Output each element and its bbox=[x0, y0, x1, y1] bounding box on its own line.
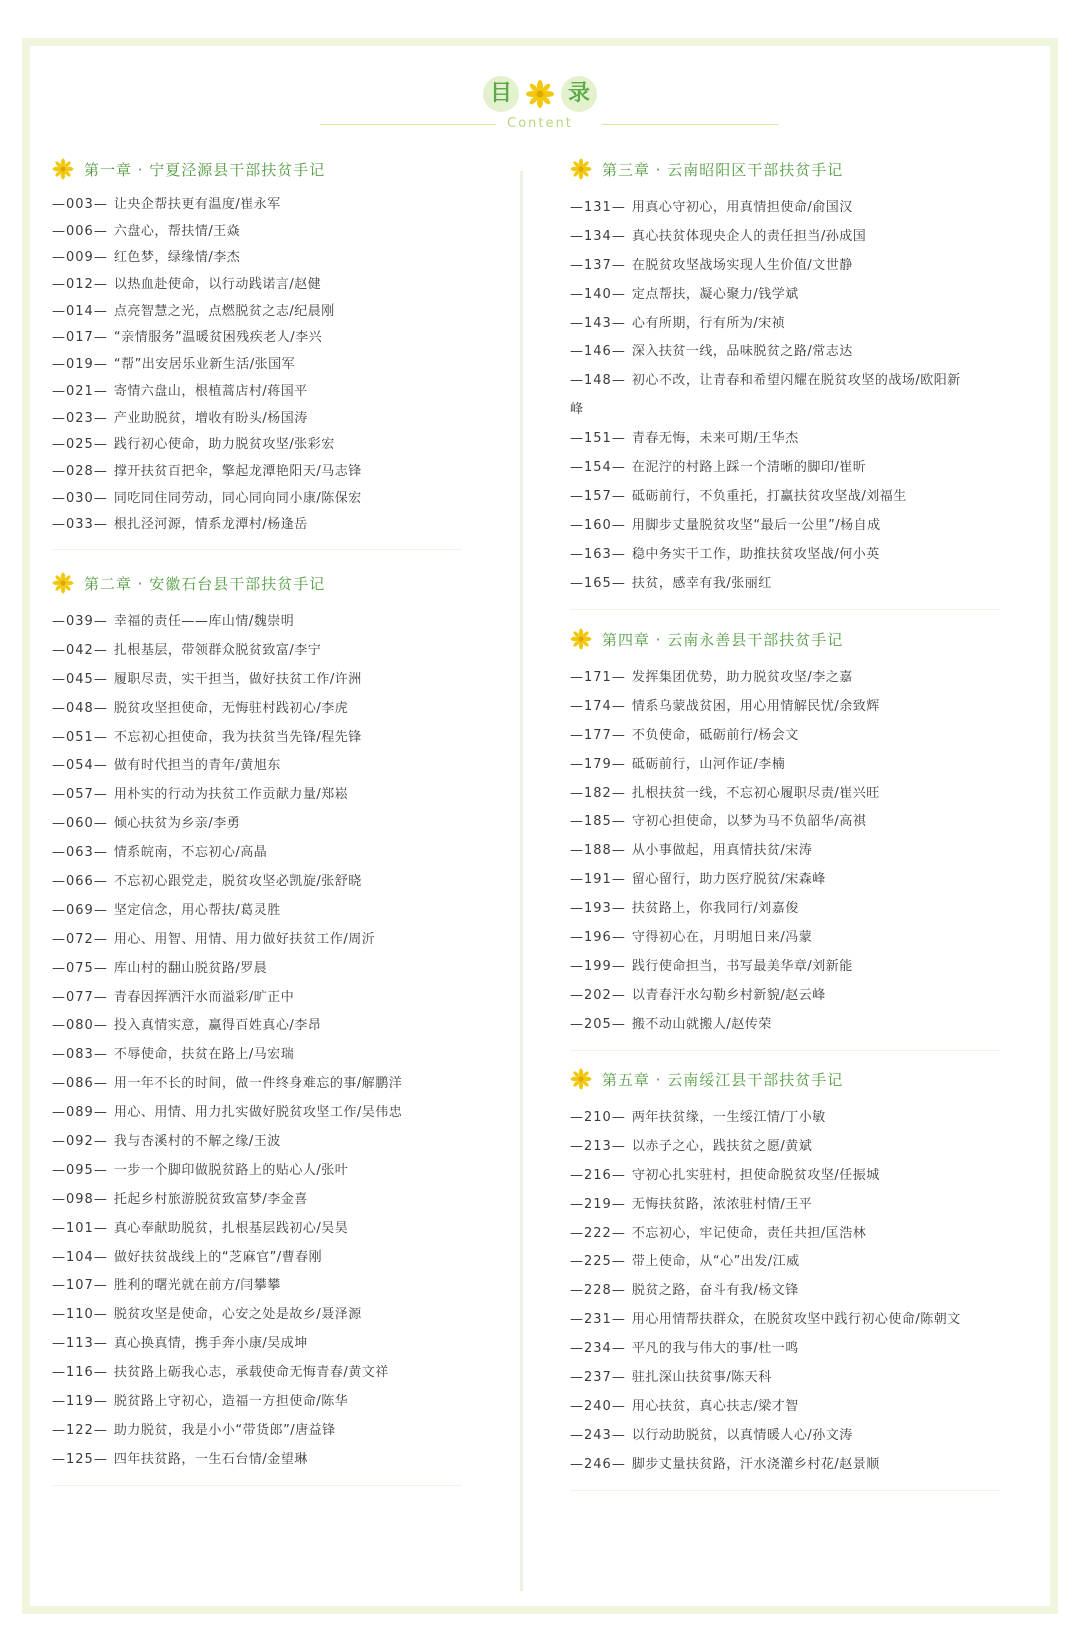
toc-entry[interactable] bbox=[570, 1220, 1030, 1249]
toc-entry[interactable] bbox=[52, 432, 492, 459]
toc-entry[interactable] bbox=[52, 926, 492, 955]
toc-entry[interactable] bbox=[52, 1070, 492, 1099]
flower-icon bbox=[570, 628, 592, 650]
entry-title: 用一年不长的时间，做一件终身难忘的事/解鹏洋 bbox=[113, 1076, 403, 1092]
entry-title: 不忘初心担使命，我为扶贫当先锋/程先锋 bbox=[113, 729, 362, 745]
toc-entry[interactable] bbox=[52, 1446, 492, 1475]
page-number: —003— bbox=[52, 197, 108, 212]
subtitle-row bbox=[30, 116, 1050, 132]
toc-entry[interactable] bbox=[52, 512, 492, 539]
entry-title: 扶贫，感幸有我/张丽红 bbox=[631, 575, 772, 591]
subtitle-line-right bbox=[602, 124, 778, 125]
toc-entry[interactable] bbox=[52, 219, 492, 246]
toc-entry[interactable] bbox=[52, 868, 492, 897]
page-number: —039— bbox=[52, 614, 108, 629]
toc-entry[interactable] bbox=[570, 1248, 1030, 1277]
toc-entry[interactable] bbox=[52, 459, 492, 486]
chapter-separator bbox=[570, 1490, 1000, 1491]
page-number: —188— bbox=[570, 843, 626, 859]
entry-title: 用心、用情、用力扎实做好脱贫攻坚工作/吴伟忠 bbox=[113, 1105, 403, 1121]
toc-entry[interactable] bbox=[570, 924, 1030, 953]
entry-title: 用心用情帮扶群众，在脱贫攻坚中践行初心使命/陈朝文 bbox=[631, 1312, 961, 1328]
entry-title: 不辱使命，扶贫在路上/马宏瑞 bbox=[113, 1047, 295, 1063]
toc-entry[interactable] bbox=[52, 984, 492, 1013]
toc-entry[interactable] bbox=[52, 897, 492, 926]
entry-title: 无悔扶贫路，浓浓驻村情/王平 bbox=[631, 1196, 813, 1212]
entry-title: 留心留行，助力医疗脱贫/宋森峰 bbox=[631, 872, 826, 888]
toc-entry[interactable] bbox=[52, 1128, 492, 1157]
toc-entry[interactable] bbox=[570, 1422, 1030, 1451]
chapter-heading bbox=[570, 624, 1030, 654]
page-number: —014— bbox=[52, 303, 108, 319]
page-number: —196— bbox=[570, 930, 626, 946]
page-number: —116— bbox=[52, 1365, 108, 1381]
toc-entry[interactable] bbox=[570, 1191, 1030, 1220]
entry-title: 六盘心，帮扶情/王焱 bbox=[113, 223, 241, 239]
page-number: —185— bbox=[570, 814, 626, 830]
page-number: —028— bbox=[52, 463, 108, 479]
toc-entry[interactable] bbox=[52, 1041, 492, 1070]
toc-entry[interactable] bbox=[570, 982, 1030, 1011]
page-number: —025— bbox=[52, 437, 108, 453]
page-number: —246— bbox=[570, 1456, 626, 1472]
page-number: —202— bbox=[570, 987, 626, 1003]
toc-entry[interactable] bbox=[570, 808, 1030, 837]
entry-list bbox=[570, 664, 1030, 1040]
chapter-section bbox=[570, 624, 1030, 1040]
page-number: —160— bbox=[570, 517, 626, 533]
entry-title: 情系乌蒙战贫困，用心用情解民忧/余致辉 bbox=[631, 698, 880, 714]
page-number: —063— bbox=[52, 845, 108, 861]
entry-title: 守初心扎实驻村，担使命脱贫攻坚/任振城 bbox=[631, 1167, 880, 1183]
toc-entry[interactable] bbox=[52, 352, 492, 379]
page-number: —080— bbox=[52, 1018, 108, 1034]
chapter-title: 第四章 · 云南永善县干部扶贫手记 bbox=[602, 630, 844, 649]
page-number: —174— bbox=[570, 698, 626, 714]
entry-title: 践行初心使命，助力脱贫攻坚/张彩宏 bbox=[113, 437, 335, 453]
entry-title: 在泥泞的村路上踩一个清晰的脚印/崔昕 bbox=[631, 460, 867, 476]
entry-title: 同吃同住同劳动，同心同向同小康/陈保宏 bbox=[113, 490, 362, 506]
page-number: —042— bbox=[52, 642, 108, 658]
toc-entry[interactable] bbox=[52, 299, 492, 326]
page-number: —179— bbox=[570, 756, 626, 772]
page-number: —237— bbox=[570, 1370, 626, 1386]
entry-title: 砥砺前行，山河作证/李楠 bbox=[631, 756, 786, 772]
chapter-section bbox=[570, 154, 1030, 598]
page-number: —098— bbox=[52, 1191, 108, 1207]
toc-entry[interactable] bbox=[570, 664, 1030, 693]
entry-title: 定点帮扶，凝心聚力/钱学斌 bbox=[631, 286, 799, 302]
toc-entry[interactable] bbox=[52, 1359, 492, 1388]
page-number: —171— bbox=[570, 670, 626, 685]
entry-title: 守得初心在，月明旭日来/冯蒙 bbox=[631, 930, 813, 946]
page-number: —017— bbox=[52, 330, 108, 346]
toc-entry[interactable] bbox=[52, 1330, 492, 1359]
entry-title: 幸福的责任——库山情/魏崇明 bbox=[113, 614, 295, 629]
page-number: —228— bbox=[570, 1283, 626, 1299]
page-number: —066— bbox=[52, 874, 108, 890]
entry-title: 砥砺前行，不负重托，打赢扶贫攻坚战/刘福生 bbox=[631, 488, 907, 504]
entry-title: 做有时代担当的青年/黄旭东 bbox=[113, 758, 281, 774]
entry-title: 四年扶贫路，一生石台情/金望琳 bbox=[113, 1451, 308, 1467]
page-number: —095— bbox=[52, 1162, 108, 1178]
chapter-title: 第三章 · 云南昭阳区干部扶贫手记 bbox=[602, 160, 844, 179]
toc-entry-continuation: 峰 bbox=[570, 402, 584, 418]
toc-entry[interactable] bbox=[52, 608, 492, 637]
entry-title: 平凡的我与伟大的事/杜一鸣 bbox=[631, 1341, 799, 1357]
entry-title: 产业助脱贫，增收有盼头/杨国涛 bbox=[113, 410, 308, 426]
entry-title: 以热血赴使命，以行动践诺言/赵健 bbox=[113, 277, 322, 293]
page-number: —234— bbox=[570, 1341, 626, 1357]
toc-entry[interactable] bbox=[570, 751, 1030, 780]
entry-title: 心有所期，行有所为/宋祯 bbox=[631, 315, 786, 331]
entry-title: 脱贫路上守初心，造福一方担使命/陈华 bbox=[113, 1394, 349, 1410]
entry-title: 两年扶贫缘，一生绥江情/丁小敏 bbox=[631, 1110, 826, 1125]
page-number: —060— bbox=[52, 816, 108, 832]
page-number: —199— bbox=[570, 958, 626, 974]
flower-icon bbox=[52, 572, 74, 594]
page-number: —057— bbox=[52, 787, 108, 803]
entry-title: 脱贫之路，奋斗有我/杨文锋 bbox=[631, 1283, 799, 1299]
toc-entry[interactable] bbox=[570, 1306, 1030, 1335]
entry-title: 脱贫攻坚担使命，无悔驻村践初心/李虎 bbox=[113, 700, 349, 716]
entry-title: 以青春汗水勾勒乡村新貌/赵云峰 bbox=[631, 987, 826, 1003]
toc-entry[interactable] bbox=[570, 223, 1030, 252]
toc-entry[interactable] bbox=[570, 194, 1030, 223]
toc-entry[interactable] bbox=[52, 810, 492, 839]
entry-title: 不忘初心，牢记使命，责任共担/匡浩林 bbox=[631, 1225, 867, 1241]
page-number: —125— bbox=[52, 1451, 108, 1467]
entry-title: 在脱贫攻坚战场实现人生价值/文世静 bbox=[631, 257, 853, 273]
page-number: —048— bbox=[52, 700, 108, 716]
entry-title: 用朴实的行动为扶贫工作贡献力量/郑崧 bbox=[113, 787, 349, 803]
entry-title: 稳中务实干工作，助推扶贫攻坚战/何小英 bbox=[631, 546, 880, 562]
toc-entry[interactable] bbox=[52, 695, 492, 724]
page-number: —231— bbox=[570, 1312, 626, 1328]
page-number: —045— bbox=[52, 671, 108, 687]
page-number: —140— bbox=[570, 286, 626, 302]
page-number: —225— bbox=[570, 1254, 626, 1270]
page-number: —033— bbox=[52, 517, 108, 533]
toc-entry[interactable] bbox=[52, 1099, 492, 1128]
toc-entry[interactable] bbox=[52, 752, 492, 781]
entry-title: 扎根基层，带领群众脱贫致富/李宁 bbox=[113, 642, 322, 658]
toc-entry[interactable] bbox=[52, 192, 492, 219]
flower-icon bbox=[52, 158, 74, 180]
entry-title: 情系皖南，不忘初心/高晶 bbox=[113, 845, 268, 861]
toc-entry[interactable] bbox=[52, 1157, 492, 1186]
entry-title: “亲情服务”温暖贫困残疾老人/李兴 bbox=[113, 330, 323, 346]
entry-title: 扎根扶贫一线，不忘初心履职尽责/崔兴旺 bbox=[631, 785, 880, 801]
page-number: —148— bbox=[570, 373, 626, 389]
toc-page bbox=[22, 38, 1058, 1614]
entry-title: 发挥集团优势，助力脱贫攻坚/李之嘉 bbox=[631, 670, 853, 685]
page-number: —213— bbox=[570, 1138, 626, 1154]
entry-list bbox=[570, 1104, 1030, 1480]
page-number: —182— bbox=[570, 785, 626, 801]
entry-title: 用心、用智、用情、用力做好扶贫工作/周沂 bbox=[113, 931, 376, 947]
page-number: —054— bbox=[52, 758, 108, 774]
toc-entry[interactable] bbox=[570, 1162, 1030, 1191]
page-number: —101— bbox=[52, 1220, 108, 1236]
chapter-section bbox=[52, 154, 492, 539]
entry-title: 库山村的翻山脱贫路/罗晨 bbox=[113, 960, 268, 976]
entry-title: 青春无悔，未来可期/王华杰 bbox=[631, 431, 799, 447]
entry-title: 一步一个脚印做脱贫路上的贴心人/张叶 bbox=[113, 1162, 349, 1178]
toc-entry[interactable] bbox=[570, 1393, 1030, 1422]
page-number: —023— bbox=[52, 410, 108, 426]
toc-entry[interactable] bbox=[52, 1301, 492, 1330]
toc-entry[interactable] bbox=[52, 839, 492, 868]
page-number: —086— bbox=[52, 1076, 108, 1092]
toc-entry[interactable] bbox=[570, 895, 1030, 924]
column-divider bbox=[520, 171, 523, 1591]
toc-entry[interactable] bbox=[570, 541, 1030, 570]
flower-icon bbox=[525, 79, 555, 109]
toc-entry[interactable] bbox=[570, 1011, 1030, 1040]
toc-entry[interactable] bbox=[52, 637, 492, 666]
page-number: —165— bbox=[570, 575, 626, 591]
entry-title: 根扎泾河源，情系龙潭村/杨逢岳 bbox=[113, 517, 308, 533]
toc-entry[interactable] bbox=[570, 338, 1030, 367]
entry-title: “帮”出安居乐业新生活/张国军 bbox=[113, 357, 296, 373]
chapter-heading bbox=[52, 154, 492, 184]
toc-entry[interactable] bbox=[52, 1272, 492, 1301]
toc-entry[interactable] bbox=[52, 1012, 492, 1041]
entry-title: 撑开扶贫百把伞，擎起龙潭艳阳天/马志锋 bbox=[113, 463, 362, 479]
toc-entry[interactable] bbox=[570, 837, 1030, 866]
page-number: —193— bbox=[570, 901, 626, 917]
flower-icon bbox=[570, 158, 592, 180]
toc-entry[interactable] bbox=[570, 1451, 1030, 1480]
toc-entry[interactable] bbox=[570, 1335, 1030, 1364]
page-number: —009— bbox=[52, 250, 108, 266]
entry-title: 脚步丈量扶贫路，汗水浇灌乡村花/赵景顺 bbox=[631, 1456, 880, 1472]
toc-entry[interactable] bbox=[570, 252, 1030, 281]
entry-title: 青春因挥洒汗水而溢彩/旷正中 bbox=[113, 989, 295, 1005]
entry-title: 践行使命担当，书写最美华章/刘新能 bbox=[631, 958, 853, 974]
chapter-section bbox=[570, 1064, 1030, 1480]
toc-entry[interactable] bbox=[52, 781, 492, 810]
toc-entry[interactable] bbox=[570, 866, 1030, 895]
toc-entry[interactable] bbox=[570, 454, 1030, 483]
page-number: —077— bbox=[52, 989, 108, 1005]
toc-entry[interactable] bbox=[570, 310, 1030, 339]
subtitle: Content bbox=[507, 116, 573, 131]
entry-list bbox=[52, 192, 492, 539]
page-number: —006— bbox=[52, 223, 108, 239]
page-number: —110— bbox=[52, 1307, 108, 1323]
toc-entry[interactable] bbox=[570, 281, 1030, 310]
entry-title: 搬不动山就搬人/赵传荣 bbox=[631, 1016, 772, 1032]
toc-entry[interactable] bbox=[52, 486, 492, 513]
page-number: —083— bbox=[52, 1047, 108, 1063]
entry-title: 带上使命，从“心”出发/江威 bbox=[631, 1254, 800, 1270]
page-number: —157— bbox=[570, 488, 626, 504]
page-number: —243— bbox=[570, 1427, 626, 1443]
toc-entry[interactable] bbox=[52, 272, 492, 299]
page-number: —134— bbox=[570, 228, 626, 244]
title-char-lu: 录 bbox=[561, 76, 597, 112]
entry-title: 初心不改，让青春和希望闪耀在脱贫攻坚的战场/欧阳新 bbox=[631, 373, 961, 389]
page-number: —107— bbox=[52, 1278, 108, 1294]
entry-title: 不忘初心跟党走，脱贫攻坚必凯旋/张舒晓 bbox=[113, 874, 362, 890]
toc-entry[interactable] bbox=[52, 1388, 492, 1417]
entry-title: 脱贫攻坚是使命，心安之处是故乡/聂泽源 bbox=[113, 1307, 362, 1323]
toc-entry[interactable] bbox=[52, 1417, 492, 1446]
entry-title: 投入真情实意，赢得百姓真心/李昂 bbox=[113, 1018, 322, 1034]
toc-entry[interactable] bbox=[52, 1244, 492, 1273]
chapter-heading bbox=[52, 568, 492, 598]
page-number: —151— bbox=[570, 431, 626, 447]
page-number: —240— bbox=[570, 1398, 626, 1414]
page-number: —222— bbox=[570, 1225, 626, 1241]
toc-entry[interactable] bbox=[570, 512, 1030, 541]
entry-title: 从小事做起，用真情扶贫/宋涛 bbox=[631, 843, 813, 859]
entry-title: 履职尽责，实干担当，做好扶贫工作/许洲 bbox=[113, 671, 362, 687]
chapter-title: 第五章 · 云南绥江县干部扶贫手记 bbox=[602, 1070, 844, 1089]
page-number: —113— bbox=[52, 1336, 108, 1352]
page-number: —092— bbox=[52, 1134, 108, 1150]
entry-title: 真心奉献助脱贫，扎根基层践初心/吴昊 bbox=[113, 1220, 349, 1236]
entry-title: 助力脱贫，我是小小“带货郎”/唐益锋 bbox=[113, 1422, 336, 1438]
chapter-heading bbox=[570, 154, 1030, 184]
page-number: —191— bbox=[570, 872, 626, 888]
page-number: —012— bbox=[52, 277, 108, 293]
toc-entry[interactable] bbox=[52, 955, 492, 984]
toc-entry[interactable] bbox=[570, 1277, 1030, 1306]
entry-list bbox=[570, 194, 1030, 598]
page-number: —021— bbox=[52, 383, 108, 399]
entry-title: 坚定信念，用心帮扶/葛灵胜 bbox=[113, 902, 281, 918]
chapter-separator bbox=[52, 549, 462, 550]
entry-title: 驻扎深山扶贫事/陈天科 bbox=[631, 1370, 772, 1386]
entry-title: 深入扶贫一线，品味脱贫之路/常志达 bbox=[631, 344, 853, 360]
toc-entry[interactable] bbox=[570, 570, 1030, 599]
entry-title: 不负使命，砥砺前行/杨会文 bbox=[631, 727, 799, 743]
entry-list bbox=[52, 608, 492, 1475]
page-number: —072— bbox=[52, 931, 108, 947]
toc-entry[interactable] bbox=[570, 483, 1030, 512]
entry-title: 倾心扶贫为乡亲/李勇 bbox=[113, 816, 241, 832]
page-number: —104— bbox=[52, 1249, 108, 1265]
toc-entry[interactable] bbox=[52, 325, 492, 352]
page-number: —019— bbox=[52, 357, 108, 373]
entry-title: 真心扶贫体现央企人的责任担当/孙成国 bbox=[631, 228, 867, 244]
page-number: —154— bbox=[570, 460, 626, 476]
chapter-heading bbox=[570, 1064, 1030, 1094]
page-number: —137— bbox=[570, 257, 626, 273]
entry-title: 红色梦，绿缘情/李杰 bbox=[113, 250, 241, 266]
toc-entry[interactable] bbox=[52, 406, 492, 433]
page-number: —089— bbox=[52, 1105, 108, 1121]
entry-title: 扶贫路上砺我心志，承载使命无悔青春/黄文祥 bbox=[113, 1365, 389, 1381]
chapter-separator bbox=[52, 1485, 462, 1486]
title-char-mu: 目 bbox=[483, 76, 519, 112]
entry-title: 守初心担使命，以梦为马不负韶华/高祺 bbox=[631, 814, 867, 830]
entry-title: 寄情六盘山，根植蒿店村/蒋国平 bbox=[113, 383, 308, 399]
chapter-separator bbox=[570, 609, 1000, 610]
entry-title: 点亮智慧之光，点燃脱贫之志/纪晨刚 bbox=[113, 303, 335, 319]
toc-entry[interactable] bbox=[570, 722, 1030, 751]
entry-title: 让央企帮扶更有温度/崔永军 bbox=[113, 197, 281, 212]
flower-icon bbox=[570, 1068, 592, 1090]
chapter-section bbox=[52, 568, 492, 1475]
page-number: —210— bbox=[570, 1110, 626, 1125]
toc-title bbox=[30, 76, 1050, 112]
page-number: —216— bbox=[570, 1167, 626, 1183]
entry-title: 以赤子之心，践扶贫之愿/黄斌 bbox=[631, 1138, 813, 1154]
toc-entry[interactable] bbox=[52, 1186, 492, 1215]
page-number: —163— bbox=[570, 546, 626, 562]
entry-title: 用真心守初心，用真情担使命/俞国汉 bbox=[631, 200, 853, 215]
entry-title: 用心扶贫，真心扶志/梁才智 bbox=[631, 1398, 799, 1414]
entry-title: 以行动助脱贫，以真情暖人心/孙文涛 bbox=[631, 1427, 853, 1443]
toc-entry[interactable] bbox=[570, 953, 1030, 982]
toc-entry[interactable] bbox=[570, 1133, 1030, 1162]
page-number: —219— bbox=[570, 1196, 626, 1212]
chapter-separator bbox=[570, 1050, 1000, 1051]
entry-title: 做好扶贫战线上的“芝麻官”/曹春刚 bbox=[113, 1249, 323, 1265]
entry-title: 扶贫路上，你我同行/刘嘉俊 bbox=[631, 901, 799, 917]
entry-title: 托起乡村旅游脱贫致富梦/李金喜 bbox=[113, 1191, 308, 1207]
page-number: —205— bbox=[570, 1016, 626, 1032]
page-number: —122— bbox=[52, 1422, 108, 1438]
entry-title: 胜利的曙光就在前方/闫攀攀 bbox=[113, 1278, 281, 1294]
chapter-title: 第一章 · 宁夏泾源县干部扶贫手记 bbox=[84, 160, 326, 179]
page-number: —146— bbox=[570, 344, 626, 360]
page-number: —075— bbox=[52, 960, 108, 976]
toc-entry[interactable] bbox=[52, 666, 492, 695]
page-number: —069— bbox=[52, 902, 108, 918]
toc-entry[interactable] bbox=[570, 780, 1030, 809]
page-number: —131— bbox=[570, 200, 626, 215]
toc-entry[interactable] bbox=[52, 1215, 492, 1244]
toc-entry[interactable] bbox=[52, 379, 492, 406]
entry-title: 我与杏溪村的不解之缘/王波 bbox=[113, 1134, 281, 1150]
page-number: —030— bbox=[52, 490, 108, 506]
toc-entry[interactable] bbox=[570, 693, 1030, 722]
toc-entry[interactable] bbox=[52, 245, 492, 272]
toc-entry[interactable] bbox=[52, 724, 492, 753]
page-number: —119— bbox=[52, 1394, 108, 1410]
entry-title: 用脚步丈量脱贫攻坚“最后一公里”/杨自成 bbox=[631, 517, 881, 533]
toc-entry[interactable] bbox=[570, 425, 1030, 454]
toc-entry[interactable] bbox=[570, 1104, 1030, 1133]
toc-entry[interactable] bbox=[570, 367, 1030, 396]
page-number: —177— bbox=[570, 727, 626, 743]
chapter-title: 第二章 · 安徽石台县干部扶贫手记 bbox=[84, 574, 326, 593]
toc-entry[interactable] bbox=[570, 1364, 1030, 1393]
entry-title: 真心换真情，携手奔小康/吴成坤 bbox=[113, 1336, 308, 1352]
page-number: —143— bbox=[570, 315, 626, 331]
page-number: —051— bbox=[52, 729, 108, 745]
